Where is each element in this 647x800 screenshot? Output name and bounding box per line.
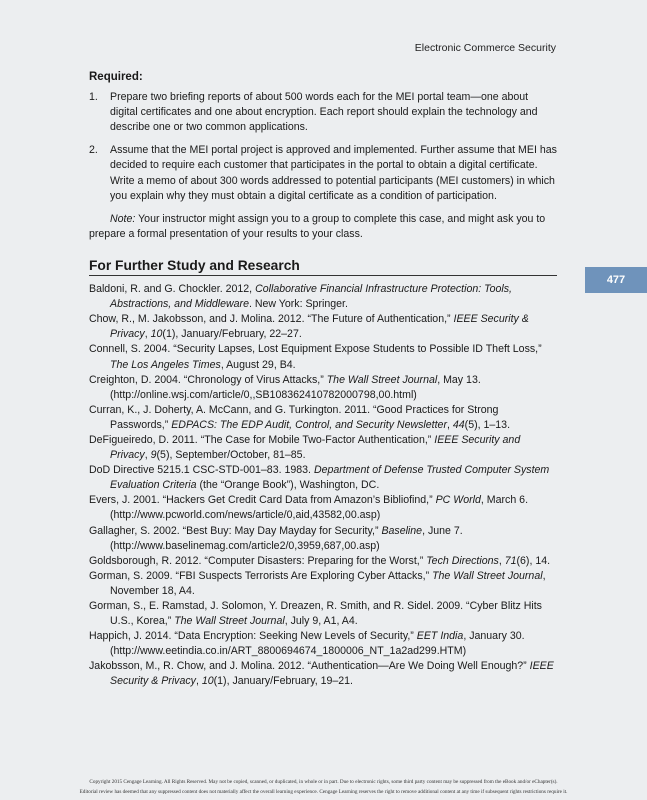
reference-italic: PC World (435, 494, 481, 507)
reference-entry (89, 433, 557, 463)
reference-italic: The Wall Street Journal (174, 615, 285, 628)
reference-text: DoD Directive 5215.1 CSC-STD-001–83. 1983. (89, 464, 314, 477)
copyright-line-1: Copyright 2015 Cengage Learning. All Rights Reserved. May not be copied, scanned, or duplicated, in whole or in part. Due to electronic rights, some third party content may be suppressed from the eBook and/or eChapter(s). (89, 779, 558, 785)
reference-text: Evers, J. 2001. “Hackers Get Credit Card Data from Amazon’s Bibliofind,” (89, 494, 436, 507)
reference-text: , (446, 418, 453, 431)
reference-italic: 44 (452, 418, 465, 431)
reference-text: , August 29, B4. (220, 358, 296, 371)
reference-text: , March 6. (http://www.pcworld.com/news/article/0,aid,43582,00.asp) (110, 494, 529, 522)
reference-text: DeFigueiredo, D. 2011. “The Case for Mobile Two-Factor Authentication,” (89, 433, 435, 446)
copyright-notice (0, 778, 647, 797)
reference-text: (1), January/February, 22–27. (162, 328, 302, 341)
required-item (89, 143, 557, 203)
reference-entry (89, 312, 557, 342)
reference-text: . New York: Springer. (248, 298, 348, 311)
reference-entry (89, 493, 557, 523)
reference-entry (89, 554, 557, 569)
reference-italic: 10 (150, 328, 163, 341)
reference-text: , (144, 328, 151, 341)
reference-text: , May 13. (http://online.wsj.com/article/0,,SB108362410782000798,00.html) (110, 373, 481, 401)
reference-text: (6), 14. (516, 554, 551, 567)
section-heading: For Further Study and Research (89, 258, 557, 276)
reference-italic: 10 (201, 675, 214, 688)
reference-entry (89, 342, 557, 372)
reference-text: , (498, 554, 505, 567)
copyright-line-2: Editorial review has deemed that any suppressed content does not materially affect the overall learning experience. Cengage Learning reserves the right to remove additional content at any time if subsequent rights restrictions require it. (79, 788, 568, 795)
reference-entry (89, 629, 557, 659)
reference-text: Happich, J. 2014. “Data Encryption: Seeking New Levels of Security,” (89, 630, 417, 643)
reference-italic: The Wall Street Journal (432, 569, 543, 582)
reference-entry (89, 659, 557, 689)
reference-italic: EET India (416, 630, 464, 643)
reference-text: , (195, 675, 202, 688)
reference-text: , June 7. (http://www.baselinemag.com/article2/0,3959,687,00.asp) (110, 524, 463, 552)
reference-text: Goldsborough, R. 2012. “Computer Disasters: Preparing for the Worst,” (89, 554, 427, 567)
item-text: Prepare two briefing reports of about 500 words each for the MEI portal team—one about digital certificates and one about encryption. Each report should explain the technology and describe one or two common applications. (110, 91, 538, 134)
reference-text: , January 30. (http://www.eetindia.co.in/ART_8800694674_1800006_NT_1a2ad299.HTM) (110, 630, 525, 658)
item-number: 2. (89, 144, 98, 157)
reference-italic: Department of Defense Trusted Computer System Evaluation Criteria (110, 464, 550, 492)
page-number-tab (585, 267, 647, 293)
reference-entry (89, 569, 557, 599)
reference-text: Gallagher, S. 2002. “Best Buy: May Day Mayday for Security,” (89, 524, 382, 537)
reference-text: Baldoni, R. and G. Chockler. 2012, (89, 283, 256, 296)
reference-entry (89, 599, 557, 629)
reference-text: Connell, S. 2004. “Security Lapses, Lost Equipment Expose Students to Possible ID Theft Loss,” (89, 343, 542, 356)
reference-text: Chow, R., M. Jakobsson, and J. Molina. 2012. “The Future of Authentication,” (89, 313, 454, 326)
reference-italic: Tech Directions (426, 554, 499, 567)
reference-italic: The Wall Street Journal (326, 373, 438, 386)
main-content (89, 70, 557, 690)
reference-text: , (144, 449, 151, 462)
page-number: 477 (606, 274, 626, 286)
reference-italic: 71 (504, 554, 517, 567)
reference-italic: IEEE Security and Privacy (110, 433, 521, 462)
reference-italic: Collaborative Financial Infrastructure Protection: Tools, Abstractions, and Middleware (110, 283, 513, 311)
instructor-note (89, 212, 557, 242)
item-text: Assume that the MEI portal project is approved and implemented. Further assume that MEI has decided to require each customer that participates in the portal to obtain a digital certificate. Write a memo of about 300 words addressed to potential participants (MEI customers) in which you explain why they must obtain a digital certificate as a condition of participation. (110, 144, 557, 202)
reference-italic: IEEE Security & Privacy (110, 660, 554, 688)
required-list (89, 90, 557, 204)
reference-text: Curran, K., J. Doherty, A. McCann, and G. Turkington. 2011. “Good Practices for Strong Passwords,” (89, 403, 499, 431)
reference-italic: 9 (150, 449, 157, 462)
reference-text: , November 18, A4. (110, 569, 546, 597)
reference-entry (89, 463, 557, 493)
reference-italic: Baseline (381, 524, 423, 537)
reference-italic: EDPACS: The EDP Audit, Control, and Security Newsletter (171, 418, 447, 431)
reference-entry (89, 403, 557, 433)
reference-text: (1), January/February, 19–21. (213, 675, 353, 688)
reference-italic: IEEE Security & Privacy (110, 313, 529, 341)
reference-entry (89, 373, 557, 403)
item-number: 1. (89, 91, 98, 104)
reference-text: Creighton, D. 2004. “Chronology of Virus Attacks,” (89, 373, 327, 386)
running-head: Electronic Commerce Security (414, 42, 556, 54)
reference-text: (5), September/October, 81–85. (156, 449, 306, 462)
reference-entry (89, 524, 557, 554)
reference-italic: The Los Angeles Times (110, 358, 221, 371)
required-heading: Required: (89, 71, 143, 83)
reference-text: Gorman, S. 2009. “FBI Suspects Terrorists Are Exploring Cyber Attacks,” (89, 569, 433, 582)
required-item (89, 90, 557, 135)
reference-text: Gorman, S., E. Ramstad, J. Solomon, Y. Dreazen, R. Smith, and R. Sidel. 2009. “Cyber Blitz Hits U.S., Korea,” (89, 600, 542, 628)
reference-entry (89, 282, 557, 312)
reference-text: (5), 1–13. (464, 418, 511, 431)
reference-text: , July 9, A1, A4. (284, 615, 358, 628)
reference-text: Jakobsson, M., R. Chow, and J. Molina. 2012. “Authentication—Are We Doing Well Enough?” (89, 660, 530, 673)
reference-text: (the “Orange Book”), Washington, DC. (196, 479, 380, 492)
note-label: Note: (110, 212, 136, 225)
reference-list (89, 282, 557, 690)
note-text: Your instructor might assign you to a group to complete this case, and might ask you to prepare a formal presentation of your results to your class. (89, 212, 546, 240)
